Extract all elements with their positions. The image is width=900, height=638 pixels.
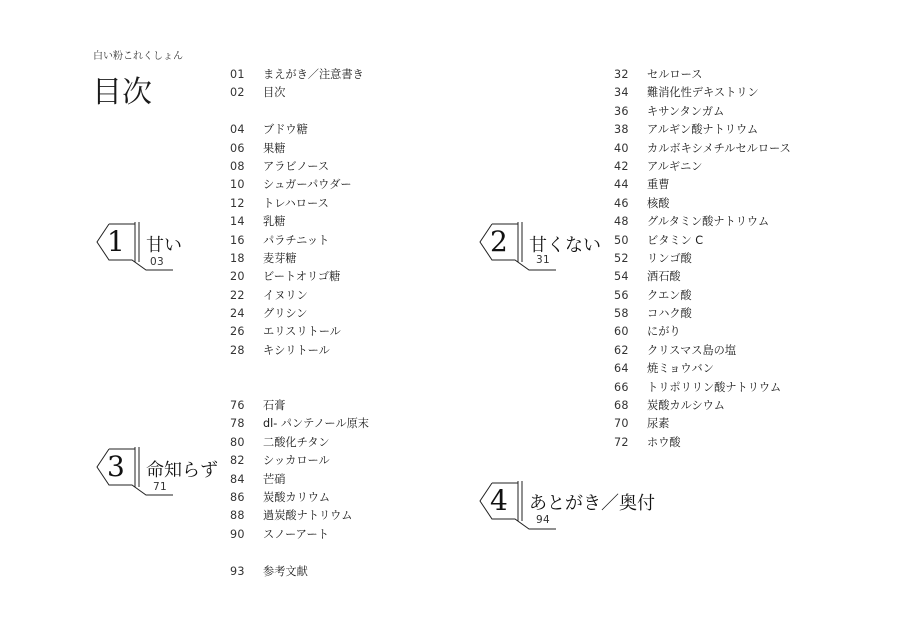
toc-entry[interactable] [614,342,791,360]
toc-entry-page: 40 [614,141,629,155]
toc-entry-page: 72 [614,435,629,449]
toc-entry-title: 乳糖 [263,215,286,229]
toc-entry[interactable] [230,452,369,470]
toc-entry[interactable] [614,434,791,452]
toc-entry-title: イヌリン [263,288,308,302]
section-title: あとがき／奥付 [529,493,655,514]
toc-entry-page: 48 [614,215,629,229]
toc-entry-page: 38 [614,123,629,137]
toc-entry-title: セルロース [647,68,703,81]
toc-entry-title: アルギニン [647,159,703,173]
toc-entry[interactable] [230,66,369,84]
toc-entry-title: エリスリトール [263,325,341,339]
section-title: 命知らず [146,460,218,481]
toc-entry-page: 46 [614,196,629,210]
toc-spacer [230,360,369,378]
toc-entry-title: グリシン [263,307,308,321]
toc-entry-title: 麦芽糖 [263,251,297,265]
toc-left-column [230,66,369,581]
toc-entry[interactable] [230,507,369,525]
section-number: 4 [490,484,508,517]
toc-entry-title: アルギン酸ナトリウム [647,123,759,137]
toc-entry-title: グルタミン酸ナトリウム [647,215,770,229]
toc-entry[interactable] [230,84,369,102]
toc-entry-page: 44 [614,178,629,192]
toc-entry[interactable] [614,250,791,268]
toc-entry[interactable] [230,323,369,341]
toc-entry-page: 84 [230,472,245,486]
toc-entry[interactable] [614,195,791,213]
toc-entry-title: トレハロース [263,196,329,210]
toc-entry-page: 34 [614,86,629,100]
toc-entry[interactable] [230,287,369,305]
toc-entry-title: 芒硝 [263,472,286,486]
section-number: 2 [490,225,508,258]
toc-entry[interactable] [230,563,369,581]
toc-entry[interactable] [614,176,791,194]
toc-entry-page: 54 [614,270,629,284]
toc-entry[interactable] [614,158,791,176]
toc-entry[interactable] [230,158,369,176]
toc-entry-title: 二酸化チタン [263,435,330,449]
toc-spacer [230,103,369,121]
toc-entry-title: キサンタンガム [647,104,725,118]
toc-entry[interactable] [230,471,369,489]
toc-entry-title: 炭酸カリウム [263,490,331,504]
toc-entry-title: シュガーパウダー [263,178,352,192]
toc-entry-title: ビートオリゴ糖 [263,270,341,284]
toc-entry-title: カルボキシメチルセルロース [647,141,791,155]
toc-entry[interactable] [230,397,369,415]
toc-entry-title: 石膏 [263,399,286,413]
toc-entry-page: 66 [614,380,629,394]
toc-entry-page: 24 [230,307,245,321]
toc-entry-page: 28 [230,343,245,357]
toc-entry-title: まえがき／注意書き [263,68,364,81]
toc-entry-title: スノーアート [263,527,329,541]
book-subtitle: 白い粉これくしょん [93,51,183,62]
toc-entry-page: 78 [230,417,245,431]
toc-entry-title: 目次 [263,86,286,100]
toc-entry-title: シッカロール [263,454,330,468]
toc-entry-page: 02 [230,86,245,100]
toc-entry-title: コハク酸 [647,307,692,321]
toc-entry[interactable] [614,140,791,158]
toc-entry[interactable] [614,103,791,121]
toc-entry-title: 酒石酸 [647,270,681,284]
toc-entry-page: 06 [230,141,245,155]
toc-entry-title: 核酸 [647,196,670,210]
toc-entry-page: 82 [230,454,245,468]
toc-entry[interactable] [614,397,791,415]
toc-entry-page: 62 [614,343,629,357]
section-title: 甘くない [529,235,601,256]
toc-entry-title: ホウ酸 [647,435,681,449]
toc-entry-title: クリスマス島の塩 [647,343,737,357]
toc-entry-title: 焼ミョウバン [647,362,714,376]
toc-entry-title: 重曹 [647,178,670,192]
toc-entry-title: トリポリリン酸ナトリウム [647,380,782,394]
page-title: 目次 [92,75,152,110]
toc-entry[interactable] [230,140,369,158]
toc-entry[interactable] [614,232,791,250]
toc-entry-page: 18 [230,251,245,265]
toc-entry-page: 16 [230,233,245,247]
toc-entry-page: 52 [614,251,629,265]
toc-entry[interactable] [230,489,369,507]
toc-entry-page: 70 [614,417,629,431]
toc-entry-title: ブドウ糖 [263,123,308,137]
toc-entry-page: 60 [614,325,629,339]
toc-entry-page: 32 [614,68,629,81]
toc-entry-page: 90 [230,527,245,541]
toc-entry-page: 04 [230,123,245,137]
toc-entry-title: ビタミン C [647,233,704,247]
toc-right-column [614,66,791,452]
toc-entry-title: パラチニット [263,233,330,247]
toc-entry-title: 炭酸カルシウム [647,399,725,413]
toc-entry[interactable] [230,176,369,194]
toc-entry[interactable] [230,232,369,250]
toc-entry-page: 08 [230,159,245,173]
toc-entry-page: 20 [230,270,245,284]
toc-entry[interactable] [614,66,791,84]
toc-entry-title: 尿素 [647,417,670,431]
toc-entry-title: リンゴ酸 [647,251,692,265]
toc-entry-page: 01 [230,68,245,81]
section-number: 1 [107,225,125,258]
toc-entry-page: 50 [614,233,629,247]
toc-entry[interactable] [230,250,369,268]
toc-entry[interactable] [614,415,791,433]
toc-entry[interactable] [614,213,791,231]
toc-entry[interactable] [614,84,791,102]
toc-entry[interactable] [230,305,369,323]
section-number: 3 [107,450,125,483]
toc-entry[interactable] [230,268,369,286]
toc-spacer [230,379,369,397]
toc-entry-page: 88 [230,509,245,523]
toc-entry-page: 14 [230,215,245,229]
toc-entry-page: 10 [230,178,245,192]
toc-entry[interactable] [614,323,791,341]
toc-entry-page: 68 [614,399,629,413]
toc-entry[interactable] [230,195,369,213]
toc-entry-title: 参考文献 [263,564,308,578]
toc-entry-page: 12 [230,196,245,210]
toc-entry[interactable] [614,379,791,397]
toc-entry-page: 86 [230,490,245,504]
toc-entry[interactable] [614,360,791,378]
toc-entry[interactable] [230,121,369,139]
toc-entry-page: 26 [230,325,245,339]
section-page: 31 [536,254,550,266]
section-page: 03 [150,256,164,268]
toc-entry-page: 42 [614,159,629,173]
toc-entry[interactable] [230,415,369,433]
toc-entry[interactable] [614,121,791,139]
section-page: 71 [153,481,167,493]
toc-entry-page: 36 [614,104,629,118]
toc-entry-page: 64 [614,362,629,376]
section-title: 甘い [146,235,182,256]
toc-entry-title: 過炭酸ナトリウム [263,509,353,523]
toc-entry[interactable] [230,342,369,360]
toc-entry-page: 93 [230,564,245,578]
toc-entry-page: 22 [230,288,245,302]
toc-entry-page: 80 [230,435,245,449]
toc-entry[interactable] [614,268,791,286]
toc-entry[interactable] [230,213,369,231]
toc-entry-page: 56 [614,288,629,302]
toc-entry-title: にがり [647,325,681,339]
toc-entry[interactable] [614,305,791,323]
toc-entry-title: 果糖 [263,141,286,155]
section-page: 94 [536,514,550,526]
toc-entry[interactable] [230,526,369,544]
toc-entry-page: 76 [230,399,245,413]
toc-entry-title: アラビノース [263,159,330,173]
toc-entry-title: クエン酸 [647,288,692,302]
toc-entry-page: 58 [614,307,629,321]
toc-entry-title: キシリトール [263,343,330,357]
toc-entry[interactable] [614,287,791,305]
toc-entry-title: dl- パンテノール原末 [263,417,369,431]
toc-entry-title: 難消化性デキストリン [647,86,759,100]
toc-entry[interactable] [230,434,369,452]
toc-spacer [230,544,369,562]
